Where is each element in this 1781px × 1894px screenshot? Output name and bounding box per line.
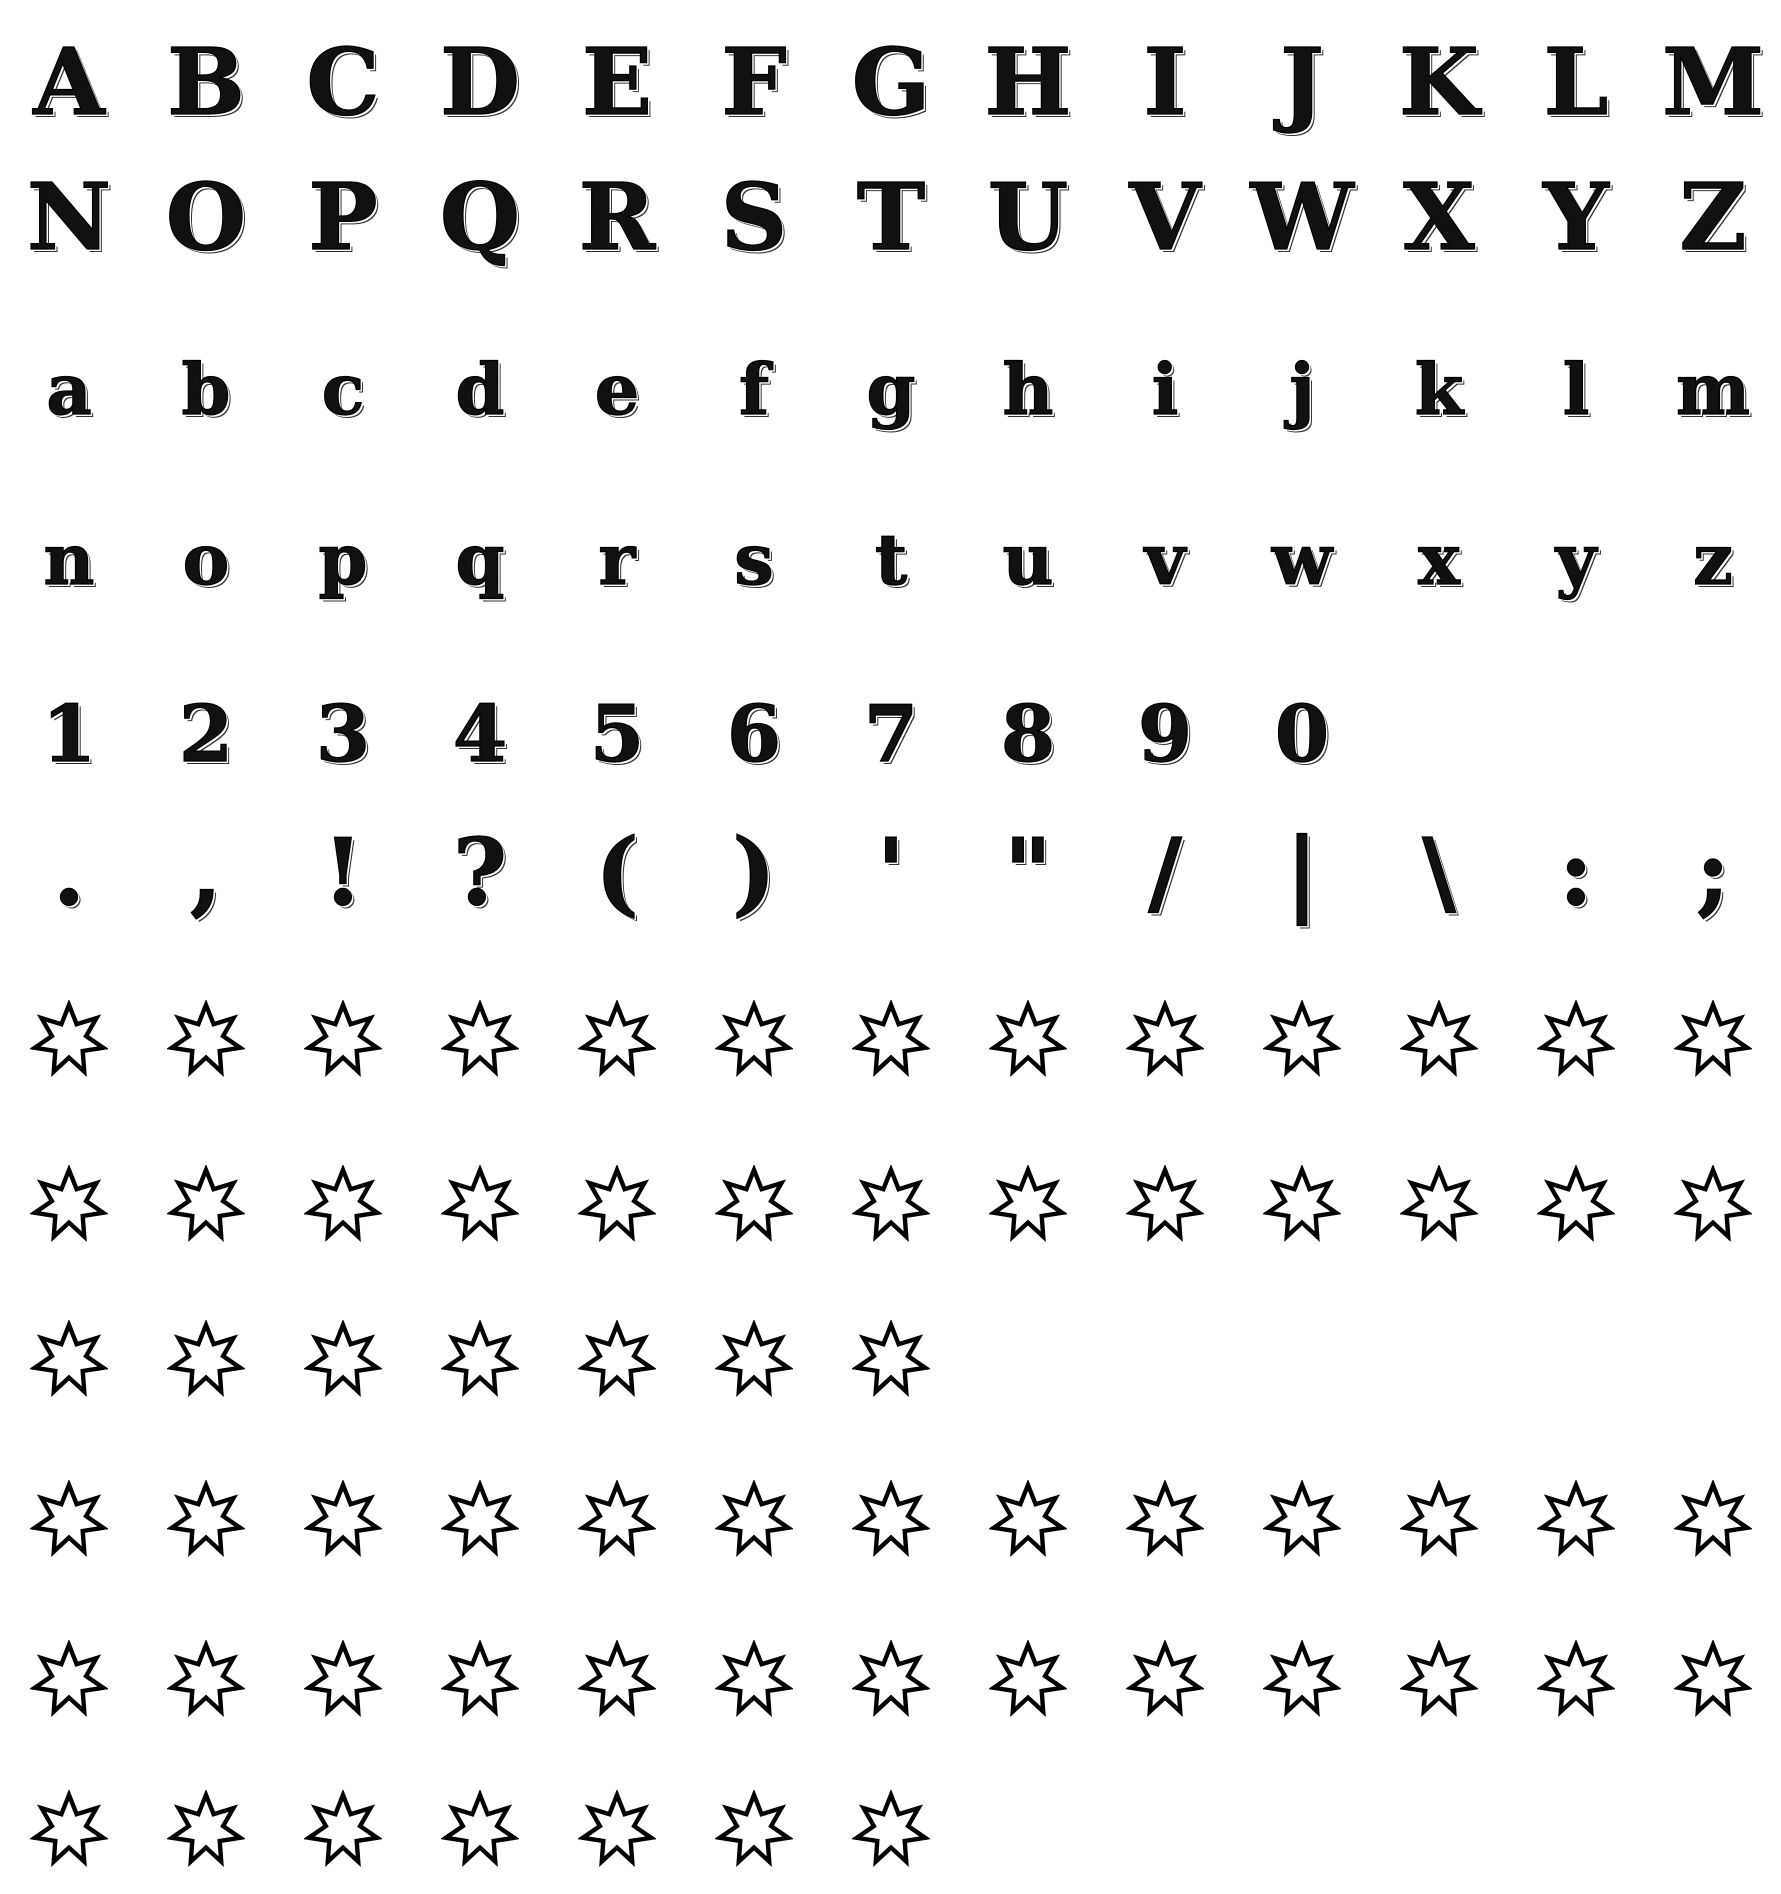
seven-point-star-icon bbox=[30, 1165, 108, 1245]
seven-point-star-icon bbox=[1400, 1480, 1478, 1560]
glyph-cell: r bbox=[598, 518, 636, 601]
star-cell bbox=[548, 1000, 686, 1080]
glyph-cell: Z bbox=[1679, 163, 1747, 271]
star-cell bbox=[411, 1000, 549, 1080]
seven-point-star-icon bbox=[989, 1165, 1067, 1245]
star-cell bbox=[1096, 1640, 1234, 1720]
seven-point-star-icon bbox=[1537, 1165, 1615, 1245]
star-cell bbox=[685, 1640, 823, 1720]
glyph-cell: O bbox=[165, 163, 247, 271]
glyph-cell: L bbox=[1543, 28, 1609, 136]
star-cell bbox=[822, 1480, 960, 1560]
seven-point-star-icon bbox=[1126, 1640, 1204, 1720]
star-cell bbox=[685, 1165, 823, 1245]
seven-point-star-icon bbox=[441, 1640, 519, 1720]
seven-point-star-icon bbox=[578, 1165, 656, 1245]
seven-point-star-icon bbox=[989, 1000, 1067, 1080]
seven-point-star-icon bbox=[852, 1480, 930, 1560]
seven-point-star-icon bbox=[1537, 1000, 1615, 1080]
star-cell bbox=[0, 1320, 138, 1400]
glyph-cell: a bbox=[46, 348, 92, 431]
star-cell bbox=[685, 1000, 823, 1080]
glyph-cell: A bbox=[33, 28, 105, 136]
star-cell bbox=[411, 1320, 549, 1400]
glyph-cell: ? bbox=[453, 818, 507, 926]
star-cell bbox=[959, 1165, 1097, 1245]
glyph-cell: 3 bbox=[315, 689, 371, 780]
star-cell bbox=[411, 1480, 549, 1560]
star-cell bbox=[959, 1480, 1097, 1560]
seven-point-star-icon bbox=[30, 1320, 108, 1400]
glyph-cell: e bbox=[594, 348, 640, 431]
star-cell bbox=[1507, 1165, 1645, 1245]
glyph-cell: 1 bbox=[41, 689, 97, 780]
star-cell bbox=[137, 1320, 275, 1400]
star-cell bbox=[548, 1165, 686, 1245]
glyph-cell: b bbox=[181, 348, 231, 431]
star-cell bbox=[137, 1000, 275, 1080]
glyph-cell: / bbox=[1148, 818, 1182, 926]
seven-point-star-icon bbox=[1263, 1480, 1341, 1560]
star-cell bbox=[822, 1790, 960, 1870]
glyph-cell: W bbox=[1250, 163, 1354, 271]
glyph-cell: i bbox=[1151, 348, 1179, 431]
glyph-cell: 7 bbox=[863, 689, 919, 780]
glyph-cell: . bbox=[52, 818, 86, 926]
glyph-cell: C bbox=[306, 28, 380, 136]
seven-point-star-icon bbox=[1126, 1165, 1204, 1245]
glyph-cell: u bbox=[1002, 518, 1054, 601]
glyph-cell: 6 bbox=[726, 689, 782, 780]
seven-point-star-icon bbox=[304, 1000, 382, 1080]
seven-point-star-icon bbox=[1400, 1000, 1478, 1080]
star-cell bbox=[1507, 1640, 1645, 1720]
seven-point-star-icon bbox=[30, 1640, 108, 1720]
seven-point-star-icon bbox=[167, 1640, 245, 1720]
seven-point-star-icon bbox=[1674, 1165, 1752, 1245]
seven-point-star-icon bbox=[1263, 1165, 1341, 1245]
glyph-cell: U bbox=[987, 163, 1069, 271]
star-cell bbox=[685, 1320, 823, 1400]
glyph-cell: D bbox=[440, 28, 520, 136]
star-cell bbox=[274, 1790, 412, 1870]
seven-point-star-icon bbox=[1537, 1640, 1615, 1720]
star-cell bbox=[137, 1480, 275, 1560]
glyph-cell: f bbox=[738, 348, 770, 431]
star-cell bbox=[0, 1165, 138, 1245]
glyph-cell: n bbox=[43, 518, 95, 601]
star-cell bbox=[822, 1640, 960, 1720]
glyph-cell: B bbox=[167, 28, 245, 136]
star-cell bbox=[274, 1640, 412, 1720]
seven-point-star-icon bbox=[30, 1000, 108, 1080]
glyph-cell: R bbox=[578, 163, 656, 271]
glyph-cell: k bbox=[1414, 348, 1464, 431]
seven-point-star-icon bbox=[1263, 1000, 1341, 1080]
glyph-cell: 5 bbox=[589, 689, 645, 780]
seven-point-star-icon bbox=[715, 1480, 793, 1560]
star-cell bbox=[959, 1640, 1097, 1720]
glyph-cell: x bbox=[1418, 518, 1460, 601]
glyph-cell: m bbox=[1675, 348, 1751, 431]
seven-point-star-icon bbox=[30, 1480, 108, 1560]
glyph-cell: G bbox=[851, 28, 931, 136]
star-cell bbox=[137, 1165, 275, 1245]
seven-point-star-icon bbox=[989, 1640, 1067, 1720]
seven-point-star-icon bbox=[578, 1790, 656, 1870]
glyph-cell: ' bbox=[876, 818, 906, 926]
star-cell bbox=[548, 1640, 686, 1720]
glyph-cell: 0 bbox=[1274, 689, 1330, 780]
star-cell bbox=[274, 1165, 412, 1245]
glyph-cell: c bbox=[321, 348, 365, 431]
star-cell bbox=[0, 1640, 138, 1720]
seven-point-star-icon bbox=[852, 1165, 930, 1245]
star-cell bbox=[1233, 1165, 1371, 1245]
glyph-cell: v bbox=[1144, 518, 1186, 601]
glyph-cell: ; bbox=[1696, 818, 1730, 926]
glyph-cell: H bbox=[984, 28, 1072, 136]
glyph-cell: S bbox=[720, 163, 788, 271]
star-cell bbox=[1370, 1480, 1508, 1560]
star-cell bbox=[274, 1480, 412, 1560]
seven-point-star-icon bbox=[167, 1000, 245, 1080]
glyph-cell: d bbox=[455, 348, 505, 431]
glyph-cell: Y bbox=[1543, 163, 1609, 271]
seven-point-star-icon bbox=[1400, 1640, 1478, 1720]
seven-point-star-icon bbox=[852, 1320, 930, 1400]
star-cell bbox=[548, 1480, 686, 1560]
glyph-cell: X bbox=[1403, 163, 1475, 271]
seven-point-star-icon bbox=[304, 1480, 382, 1560]
seven-point-star-icon bbox=[578, 1320, 656, 1400]
star-cell bbox=[1233, 1480, 1371, 1560]
seven-point-star-icon bbox=[441, 1165, 519, 1245]
glyph-cell: o bbox=[182, 518, 230, 601]
glyph-cell: \ bbox=[1422, 818, 1456, 926]
star-cell bbox=[274, 1000, 412, 1080]
star-cell bbox=[548, 1790, 686, 1870]
seven-point-star-icon bbox=[852, 1790, 930, 1870]
seven-point-star-icon bbox=[1263, 1640, 1341, 1720]
seven-point-star-icon bbox=[852, 1640, 930, 1720]
glyph-cell: ( bbox=[595, 818, 639, 926]
glyph-cell: y bbox=[1555, 518, 1597, 601]
star-cell bbox=[959, 1000, 1097, 1080]
star-cell bbox=[0, 1480, 138, 1560]
star-cell bbox=[1096, 1000, 1234, 1080]
glyph-cell: h bbox=[1002, 348, 1054, 431]
seven-point-star-icon bbox=[441, 1000, 519, 1080]
glyph-cell: V bbox=[1129, 163, 1201, 271]
star-cell bbox=[1233, 1000, 1371, 1080]
glyph-cell: : bbox=[1559, 818, 1593, 926]
glyph-cell: 8 bbox=[1000, 689, 1056, 780]
glyph-cell: T bbox=[856, 163, 926, 271]
star-cell bbox=[822, 1320, 960, 1400]
seven-point-star-icon bbox=[715, 1790, 793, 1870]
seven-point-star-icon bbox=[441, 1790, 519, 1870]
glyph-cell: s bbox=[734, 518, 774, 601]
star-cell bbox=[1096, 1480, 1234, 1560]
seven-point-star-icon bbox=[167, 1165, 245, 1245]
star-cell bbox=[1507, 1480, 1645, 1560]
star-cell bbox=[1370, 1640, 1508, 1720]
glyph-cell: 2 bbox=[178, 689, 234, 780]
star-cell bbox=[0, 1790, 138, 1870]
glyph-cell: " bbox=[1004, 818, 1052, 926]
seven-point-star-icon bbox=[1674, 1480, 1752, 1560]
seven-point-star-icon bbox=[1537, 1480, 1615, 1560]
star-cell bbox=[274, 1320, 412, 1400]
glyph-cell: , bbox=[189, 818, 223, 926]
seven-point-star-icon bbox=[304, 1320, 382, 1400]
glyph-cell: N bbox=[26, 163, 112, 271]
glyph-cell: q bbox=[455, 518, 505, 601]
seven-point-star-icon bbox=[989, 1480, 1067, 1560]
star-cell bbox=[1644, 1000, 1781, 1080]
seven-point-star-icon bbox=[578, 1480, 656, 1560]
star-cell bbox=[411, 1790, 549, 1870]
seven-point-star-icon bbox=[715, 1000, 793, 1080]
glyph-cell: t bbox=[874, 518, 908, 601]
star-cell bbox=[548, 1320, 686, 1400]
star-cell bbox=[685, 1790, 823, 1870]
star-cell bbox=[1370, 1165, 1508, 1245]
glyph-cell: M bbox=[1662, 28, 1764, 136]
star-cell bbox=[1096, 1165, 1234, 1245]
star-cell bbox=[0, 1000, 138, 1080]
star-cell bbox=[1507, 1000, 1645, 1080]
seven-point-star-icon bbox=[578, 1640, 656, 1720]
seven-point-star-icon bbox=[441, 1480, 519, 1560]
seven-point-star-icon bbox=[1126, 1480, 1204, 1560]
glyph-cell: ) bbox=[732, 818, 776, 926]
star-cell bbox=[411, 1165, 549, 1245]
seven-point-star-icon bbox=[304, 1790, 382, 1870]
glyph-cell: 9 bbox=[1137, 689, 1193, 780]
seven-point-star-icon bbox=[1400, 1165, 1478, 1245]
star-cell bbox=[685, 1480, 823, 1560]
seven-point-star-icon bbox=[304, 1165, 382, 1245]
seven-point-star-icon bbox=[1126, 1000, 1204, 1080]
glyph-cell: K bbox=[1399, 28, 1479, 136]
seven-point-star-icon bbox=[1674, 1640, 1752, 1720]
star-cell bbox=[1644, 1480, 1781, 1560]
seven-point-star-icon bbox=[30, 1790, 108, 1870]
glyph-cell: Q bbox=[439, 163, 521, 271]
star-cell bbox=[411, 1640, 549, 1720]
glyph-cell: j bbox=[1289, 348, 1315, 431]
glyph-cell: w bbox=[1271, 518, 1333, 601]
glyph-cell: | bbox=[1285, 818, 1319, 926]
glyph-cell: I bbox=[1143, 28, 1187, 136]
star-cell bbox=[822, 1000, 960, 1080]
glyph-cell: F bbox=[721, 28, 787, 136]
seven-point-star-icon bbox=[1674, 1000, 1752, 1080]
glyph-cell: J bbox=[1280, 28, 1324, 136]
glyph-cell: g bbox=[866, 348, 916, 431]
seven-point-star-icon bbox=[167, 1790, 245, 1870]
star-cell bbox=[822, 1165, 960, 1245]
seven-point-star-icon bbox=[441, 1320, 519, 1400]
seven-point-star-icon bbox=[167, 1480, 245, 1560]
star-cell bbox=[1370, 1000, 1508, 1080]
seven-point-star-icon bbox=[167, 1320, 245, 1400]
seven-point-star-icon bbox=[578, 1000, 656, 1080]
glyph-cell: z bbox=[1693, 518, 1733, 601]
seven-point-star-icon bbox=[304, 1640, 382, 1720]
star-cell bbox=[1644, 1165, 1781, 1245]
seven-point-star-icon bbox=[715, 1320, 793, 1400]
glyph-cell: P bbox=[308, 163, 378, 271]
glyph-cell: E bbox=[581, 28, 653, 136]
seven-point-star-icon bbox=[852, 1000, 930, 1080]
seven-point-star-icon bbox=[715, 1165, 793, 1245]
glyph-cell: l bbox=[1562, 348, 1590, 431]
seven-point-star-icon bbox=[715, 1640, 793, 1720]
glyph-cell: p bbox=[318, 518, 368, 601]
glyph-cell: 4 bbox=[452, 689, 508, 780]
star-cell bbox=[137, 1790, 275, 1870]
star-cell bbox=[137, 1640, 275, 1720]
star-cell bbox=[1644, 1640, 1781, 1720]
glyph-cell: ! bbox=[322, 818, 364, 926]
star-cell bbox=[1233, 1640, 1371, 1720]
